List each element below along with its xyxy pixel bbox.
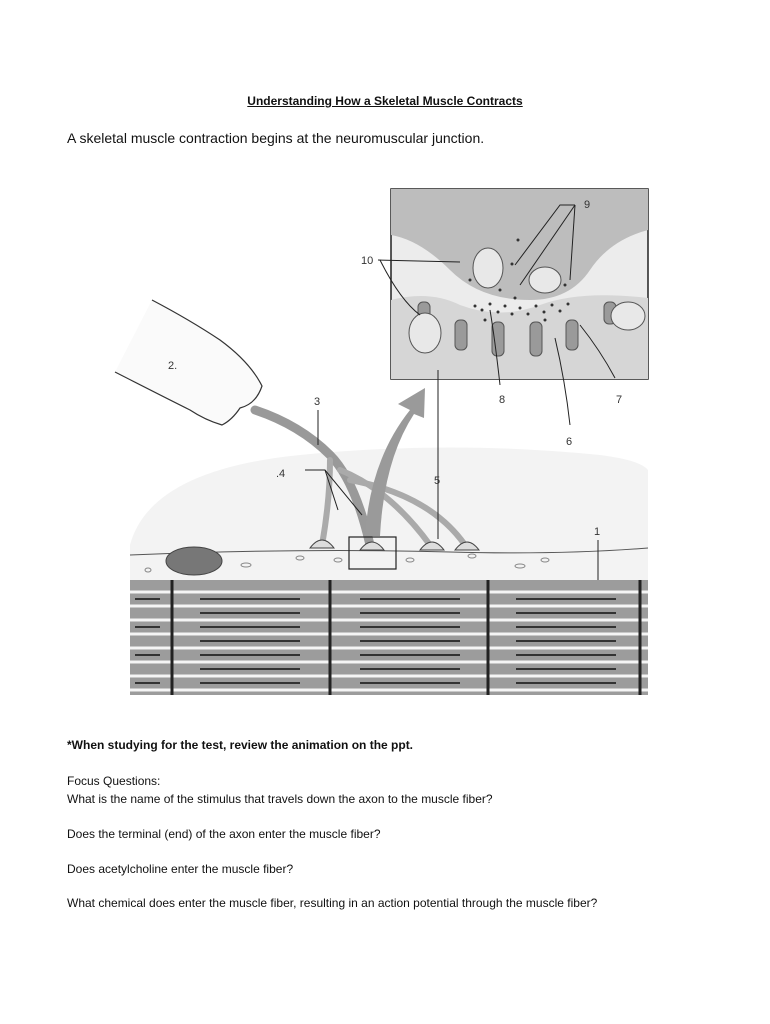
muscle-fiber bbox=[130, 580, 648, 695]
nucleus bbox=[166, 547, 222, 575]
label-4: .4 bbox=[276, 468, 286, 480]
study-note: *When studying for the test, review the animation on the ppt. bbox=[67, 738, 414, 752]
label-8: 8 bbox=[499, 394, 506, 406]
intro-text: A skeletal muscle contraction begins at the neuromuscular junction. bbox=[67, 130, 485, 146]
neuron-outline bbox=[115, 300, 262, 425]
label-6: 6 bbox=[566, 436, 573, 448]
label-3: 3 bbox=[314, 396, 321, 408]
label-2: 2. bbox=[168, 360, 178, 372]
label-9: 9 bbox=[584, 199, 591, 211]
focus-question-3: Does acetylcholine enter the muscle fiber? bbox=[67, 862, 294, 876]
focus-question-2: Does the terminal (end) of the axon enter the muscle fiber? bbox=[67, 827, 381, 841]
label-10: 10 bbox=[361, 255, 374, 267]
label-5: 5 bbox=[434, 475, 441, 487]
document-title: Understanding How a Skeletal Muscle Contracts bbox=[247, 94, 523, 108]
focus-question-4: What chemical does enter the muscle fiber, resulting in an action potential through the muscle fiber? bbox=[67, 896, 598, 910]
label-1: 1 bbox=[594, 526, 601, 538]
label-7: 7 bbox=[616, 394, 623, 406]
focus-question-1: What is the name of the stimulus that travels down the axon to the muscle fiber? bbox=[67, 792, 493, 806]
focus-heading: Focus Questions: bbox=[67, 774, 161, 788]
